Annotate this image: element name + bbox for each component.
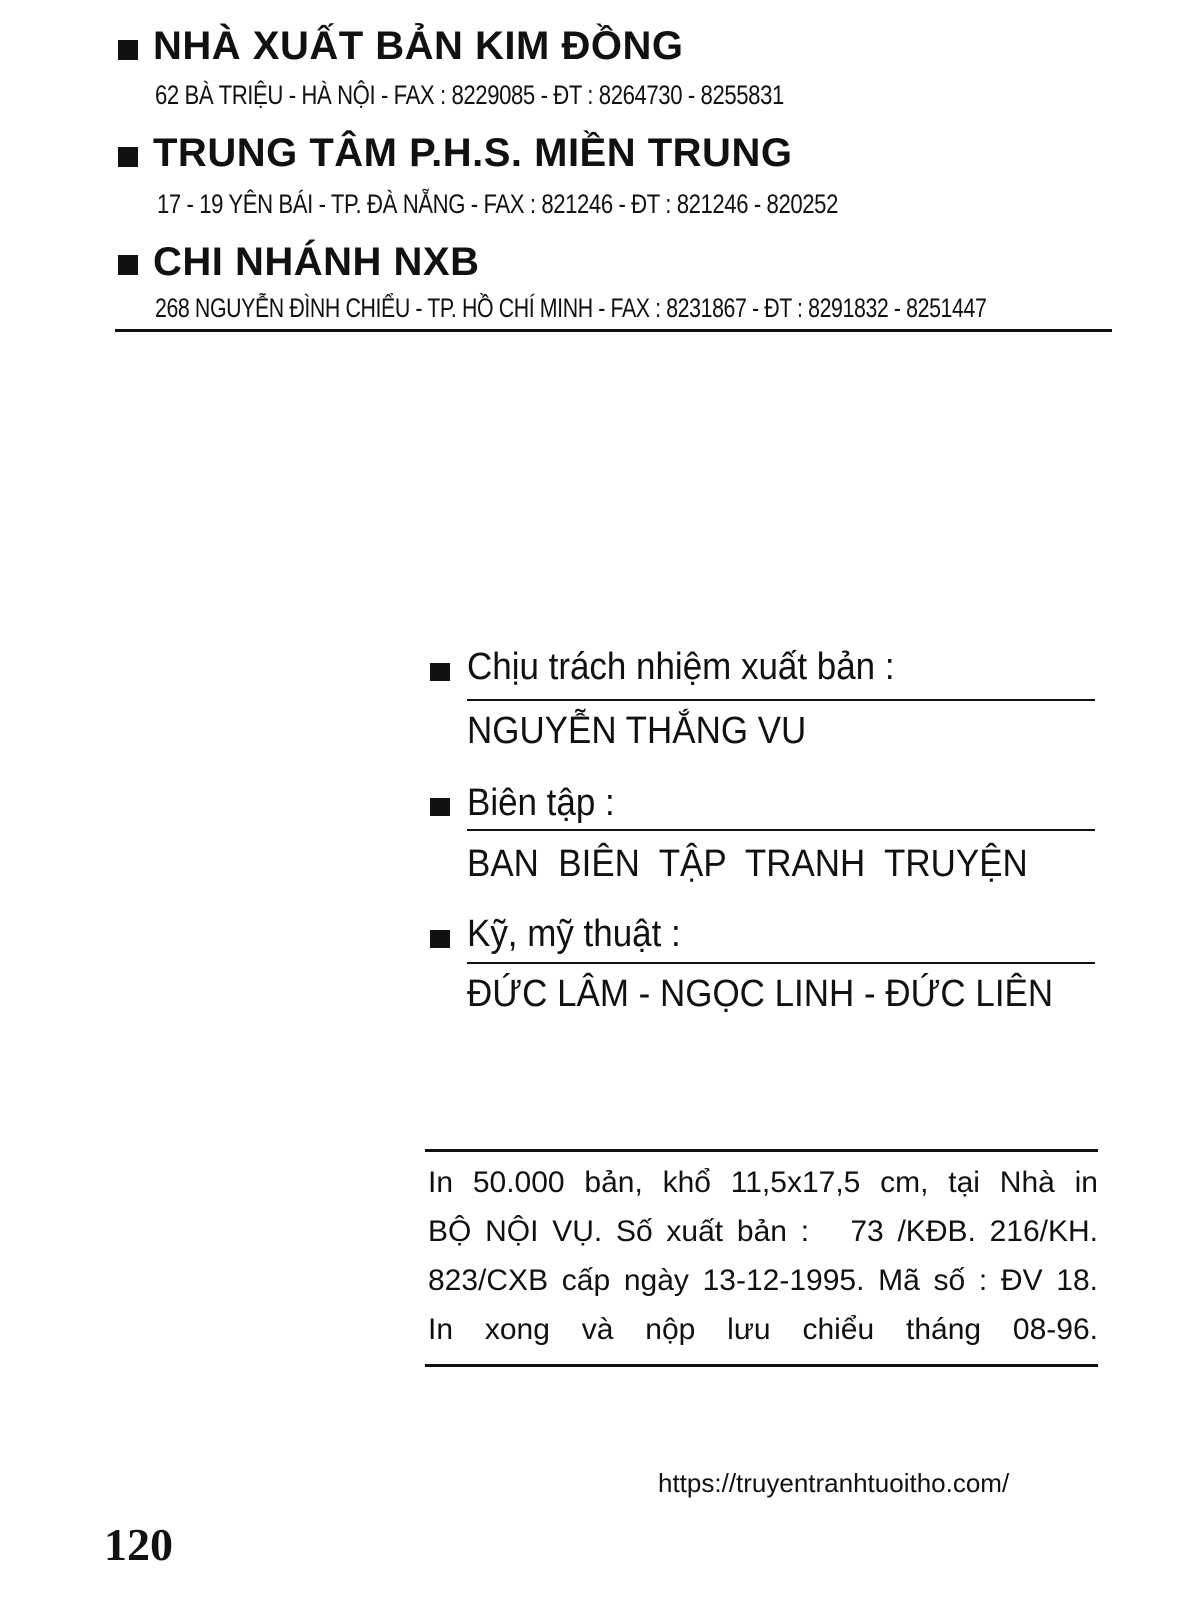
credit-label: Chịu trách nhiệm xuất bản : xyxy=(467,646,895,688)
page-number: 120 xyxy=(104,1519,173,1570)
bullet-square-icon xyxy=(118,147,138,167)
bullet-square-icon xyxy=(430,798,450,816)
bullet-square-icon xyxy=(118,255,138,275)
publisher-name: NHÀ XUẤT BẢN KIM ĐỒNG xyxy=(153,24,684,68)
publisher-address: 17 - 19 YÊN BÁI - TP. ĐÀ NẴNG - FAX : 821246 - ĐT : 821246 - 820252 xyxy=(157,189,838,219)
divider xyxy=(425,1364,1098,1367)
print-info-line: In xong và nộp lưu chiểu tháng 08-96. xyxy=(428,1313,1098,1346)
bullet-square-icon xyxy=(430,663,450,681)
divider xyxy=(115,329,1112,332)
divider xyxy=(467,962,1095,964)
divider xyxy=(467,829,1095,831)
bullet-square-icon xyxy=(430,930,450,948)
divider xyxy=(467,699,1095,701)
publisher-name: TRUNG TÂM P.H.S. MIỀN TRUNG xyxy=(153,131,793,175)
publisher-address: 62 BÀ TRIỆU - HÀ NỘI - FAX : 8229085 - ĐT : 8264730 - 8255831 xyxy=(155,80,784,110)
divider xyxy=(425,1149,1098,1152)
print-info-line: BỘ NỘI VỤ. Số xuất bản : 73 /KĐB. 216/KH. xyxy=(428,1215,1098,1248)
credit-value: BAN BIÊN TẬP TRANH TRUYỆN xyxy=(467,843,1028,885)
bullet-square-icon xyxy=(118,40,138,60)
website-url[interactable]: https://truyentranhtuoitho.com/ xyxy=(658,1468,1010,1498)
credit-label: Kỹ, mỹ thuật : xyxy=(467,913,681,955)
credit-label: Biên tập : xyxy=(467,782,615,824)
publisher-name: CHI NHÁNH NXB xyxy=(153,240,480,284)
credit-value: ĐỨC LÂM - NGỌC LINH - ĐỨC LIÊN xyxy=(467,973,1054,1015)
print-info-line: 823/CXB cấp ngày 13-12-1995. Mã số : ĐV 18. xyxy=(428,1264,1098,1297)
print-info-line: In 50.000 bản, khổ 11,5x17,5 cm, tại Nhà in xyxy=(428,1166,1098,1199)
publisher-address: 268 NGUYỄN ĐÌNH CHIỂU - TP. HỒ CHÍ MINH - FAX : 8231867 - ĐT : 8291832 - 8251447 xyxy=(155,293,987,323)
credit-value: NGUYỄN THẮNG VU xyxy=(467,710,807,752)
